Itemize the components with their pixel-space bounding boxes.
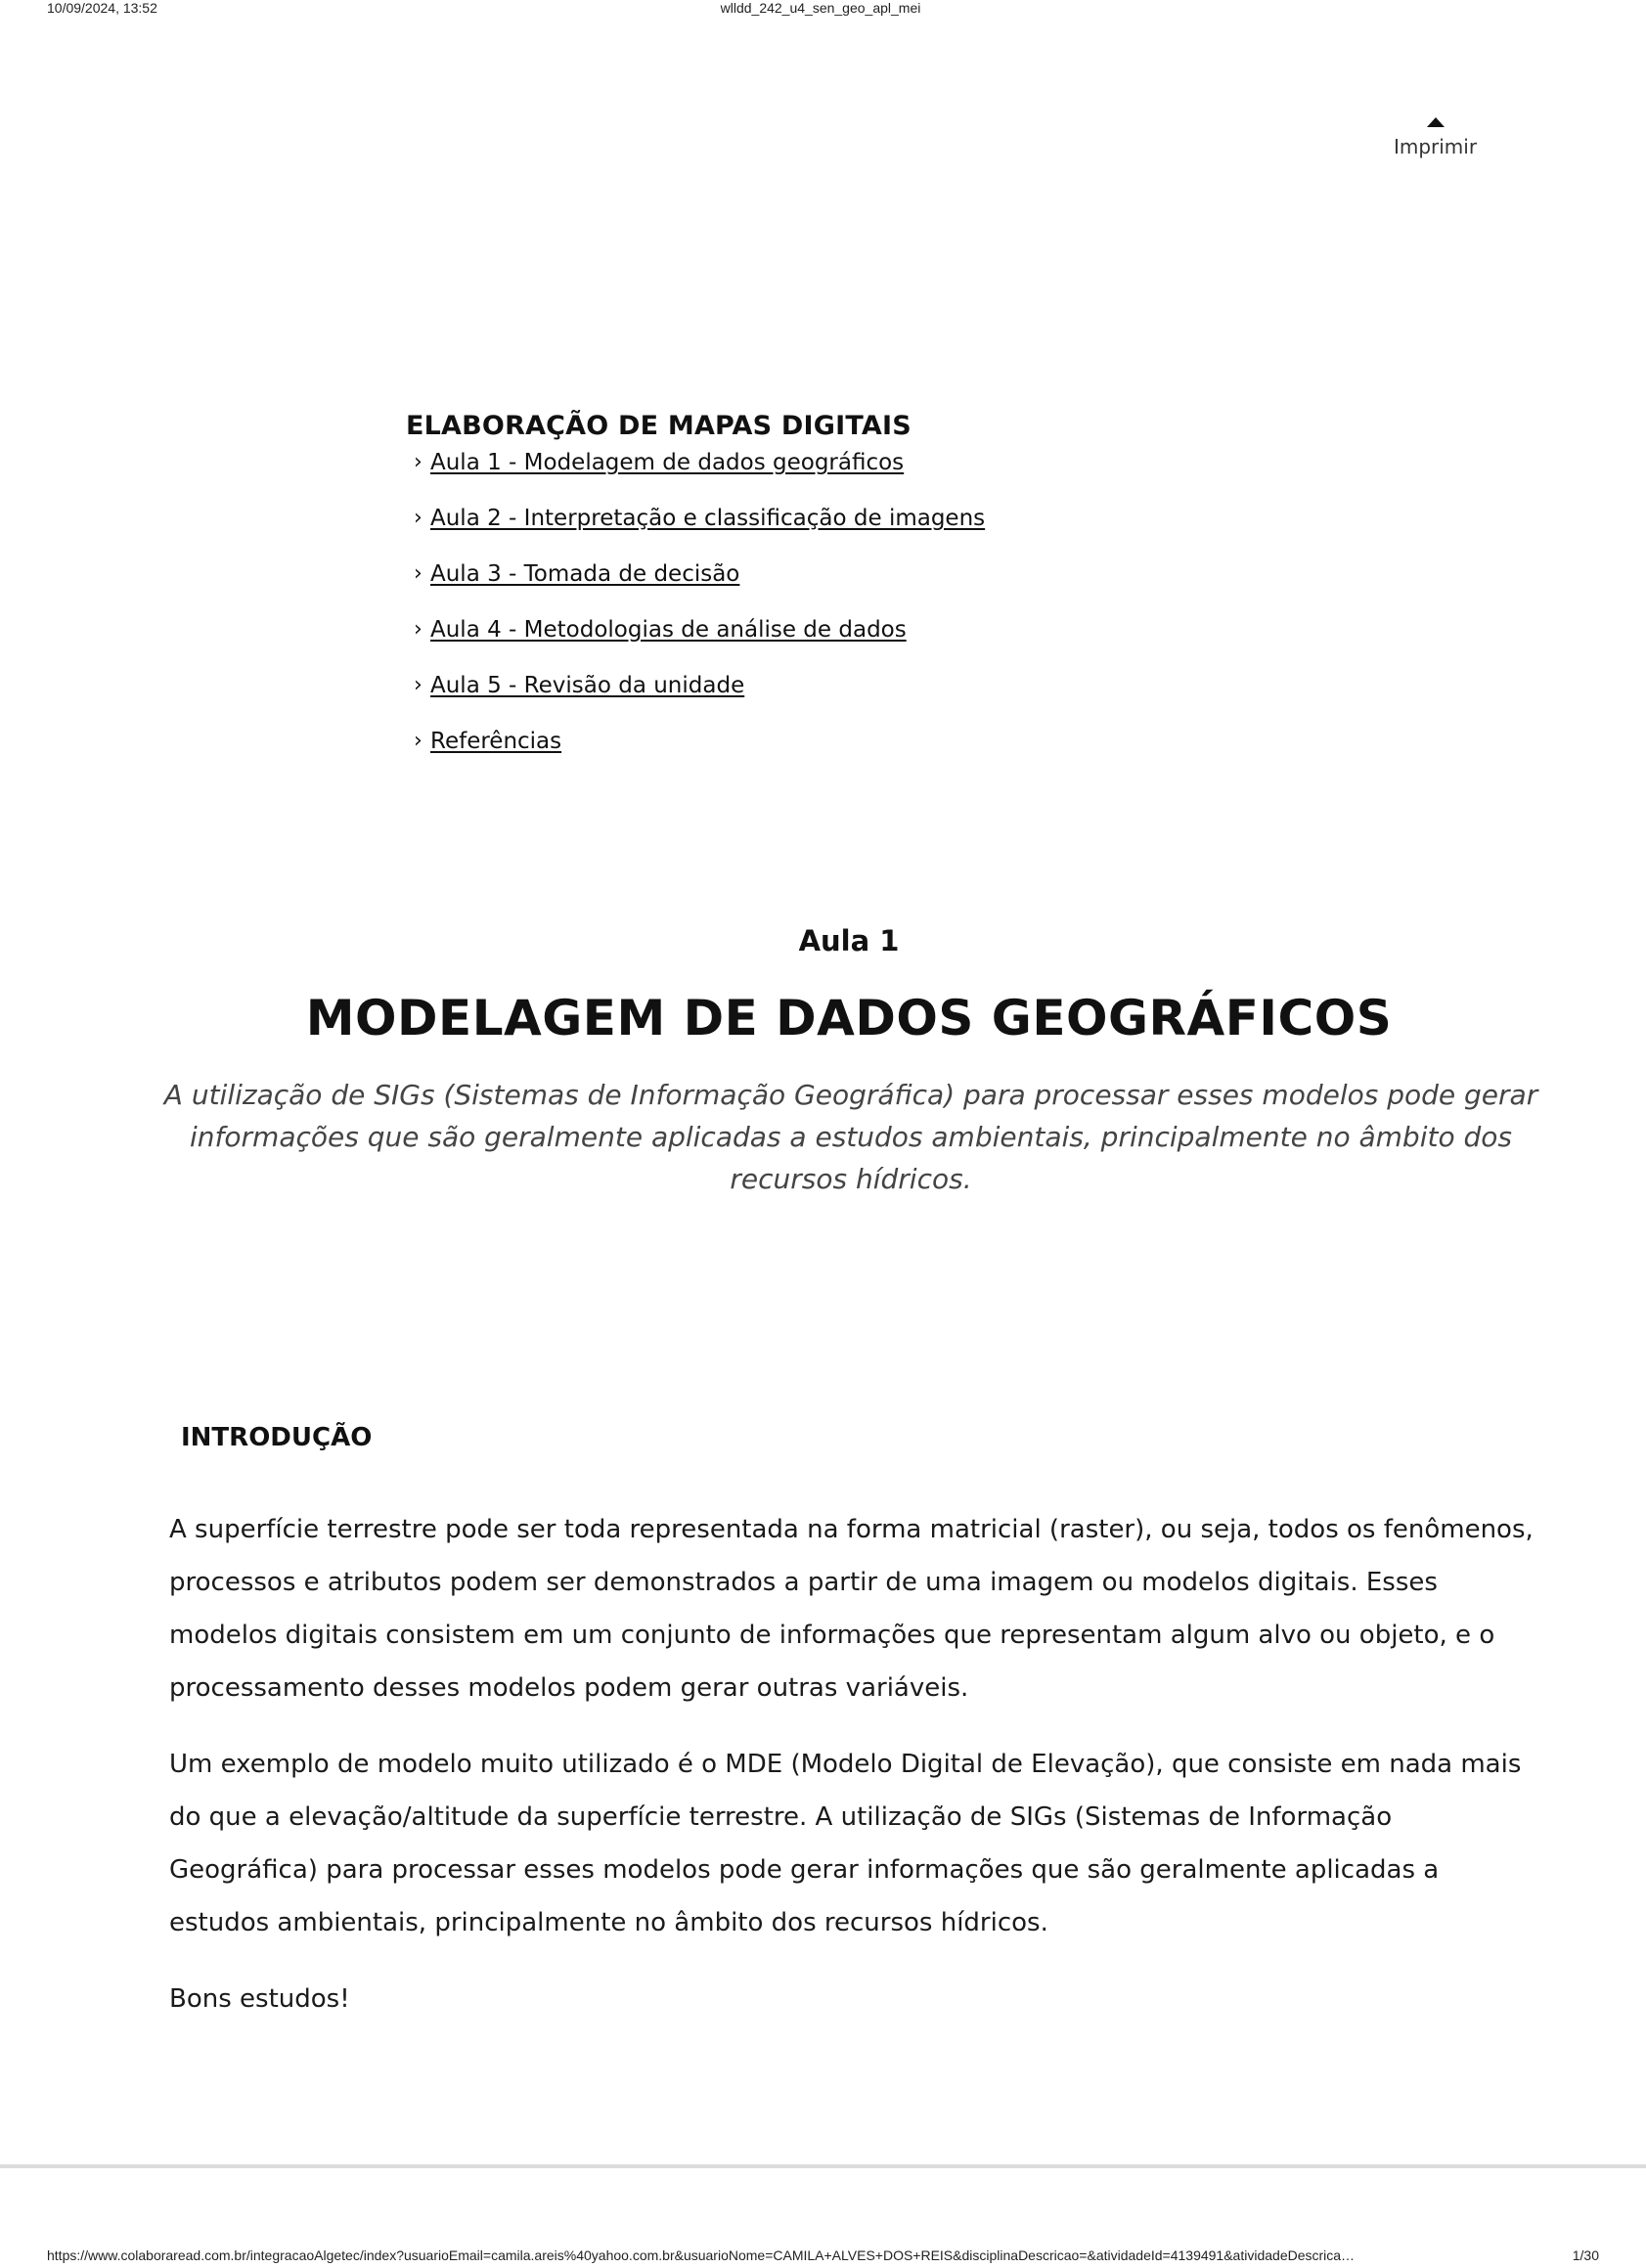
section-heading-introducao: INTRODUÇÃO <box>181 1423 373 1452</box>
paragraph: Bons estudos! <box>169 1984 350 2014</box>
chevron-right-icon: › <box>414 561 423 586</box>
toc-link-aula-2[interactable]: Aula 2 - Interpretação e classificação de imagens <box>430 506 986 531</box>
print-footer-url: https://www.colaboraread.com.br/integracaoAlgetec/index?usuarioEmail=camila.areis%40yahoo.com.br&usuarioNome=CAMILA+ALVES+DOS+REIS&disciplinaDescricao=&atividadeId=4139491&atividadeDescrica… <box>47 2247 1356 2263</box>
chevron-right-icon: › <box>414 729 423 753</box>
print-page-number: 1/30 <box>1572 2247 1599 2263</box>
toc-link-referencias[interactable]: Referências <box>430 729 562 754</box>
print-button-label: Imprimir <box>1393 135 1478 158</box>
lesson-title: MODELAGEM DE DADOS GEOGRÁFICOS <box>305 990 1393 1046</box>
toc-item <box>414 726 1090 781</box>
toc-link-aula-1[interactable]: Aula 1 - Modelagem de dados geográficos <box>430 450 905 475</box>
lesson-lead: A utilização de SIGs (Sistemas de Informação Geográfica) para processar esses modelos pode gerar informações que são geralmente aplicadas a estudos ambientais, principalmente no âmbito dos recursos hídricos. <box>163 1079 1538 1195</box>
toc-link-aula-5[interactable]: Aula 5 - Revisão da unidade <box>430 673 745 698</box>
chevron-right-icon: › <box>414 673 423 697</box>
toc-item <box>414 447 1090 503</box>
table-of-contents <box>406 411 1090 781</box>
paragraph: Um exemplo de modelo muito utilizado é o MDE (Modelo Digital de Elevação), que consiste em nada mais do que a elevação/altitude da superfície terrestre. A utilização de SIGs (Sistemas de Informação Geográfica) para processar esses modelos pode gerar informações que são geralmente aplicadas a estudos ambientais, principalmente no âmbito dos recursos hídricos. <box>169 1750 1522 1937</box>
print-document-name-row <box>0 0 1646 16</box>
toc-link-aula-3[interactable]: Aula 3 - Tomada de decisão <box>430 561 740 587</box>
print-datetime: 10/09/2024, 13:52 <box>47 0 157 16</box>
toc-item <box>414 670 1090 726</box>
toc-title: ELABORAÇÃO DE MAPAS DIGITAIS <box>406 411 912 441</box>
print-document-name: wlldd_242_u4_sen_geo_apl_mei <box>720 0 921 16</box>
introduction-body <box>169 1503 1538 2049</box>
chevron-right-icon: › <box>414 617 423 642</box>
chevron-right-icon: › <box>414 450 423 474</box>
toc-item <box>414 558 1090 614</box>
print-button[interactable] <box>1389 117 1482 158</box>
print-header <box>0 0 1646 22</box>
footer-divider <box>0 2164 1646 2168</box>
toc-item <box>414 503 1090 558</box>
toc-item <box>414 614 1090 670</box>
print-footer <box>47 2247 1599 2263</box>
paragraph: A superfície terrestre pode ser toda representada na forma matricial (raster), ou seja, todos os fenômenos, processos e atributos podem ser demonstrados a partir de uma imagem ou modelos digitais. Esses modelos digitais consistem em um conjunto de informações que representam algum alvo ou objeto, e o processamento desses modelos podem gerar outras variáveis. <box>169 1515 1534 1703</box>
toc-link-aula-4[interactable]: Aula 4 - Metodologias de análise de dados <box>430 617 907 643</box>
chevron-right-icon: › <box>414 506 423 530</box>
caret-up-icon <box>1427 117 1445 127</box>
lesson-label: Aula 1 <box>798 924 900 957</box>
toc-list <box>406 447 1090 781</box>
